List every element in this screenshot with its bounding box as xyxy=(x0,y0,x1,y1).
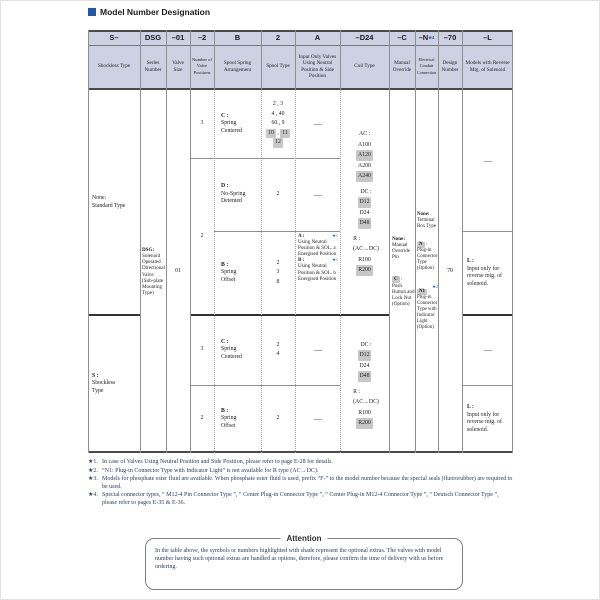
spring-c-l2: Centered xyxy=(221,353,242,360)
footnote-3 xyxy=(88,476,514,491)
conduit-n1-optional: N1 xyxy=(419,289,425,295)
coil-a100: A100 xyxy=(358,141,371,148)
conduit-none-group xyxy=(417,212,438,230)
table-grid-line xyxy=(214,90,215,453)
coil-r-group xyxy=(350,234,379,276)
manual-c-optional: C xyxy=(394,276,398,283)
coil-d48-optional: D48 xyxy=(358,371,372,382)
table-grid-line xyxy=(462,385,513,386)
section-divider xyxy=(88,314,140,316)
input-a-text: Using Neutral Position & SOL. a Energised Position xyxy=(298,239,337,258)
footnote-text: In case of Valves Using Neutral Position and Side Position, please refer to page E-28 for details. xyxy=(102,459,333,465)
code-positions: –2 xyxy=(197,32,207,42)
cell-reverse-dash-1: — xyxy=(484,155,491,165)
cell-spool-r3 xyxy=(261,231,295,315)
conduit-none: None: xyxy=(417,212,430,218)
shockless-l1: Shockless xyxy=(92,380,116,387)
coil-a120-optional: A120 xyxy=(356,150,373,161)
coil-r-label: R : xyxy=(353,235,361,242)
page-title xyxy=(88,7,210,17)
code-coil: –D24 xyxy=(355,32,374,42)
footnote-star: ★1. xyxy=(88,459,98,465)
coil-r-sub: (AC→DC) xyxy=(353,246,379,253)
coil-r-label: R : xyxy=(353,388,361,395)
spring-b-code: B : xyxy=(221,261,229,268)
spring-b-l2: Offset xyxy=(221,276,236,283)
table-grid-line xyxy=(214,30,215,90)
spool-10-optional: 10 xyxy=(266,129,276,139)
spring-d-code: D : xyxy=(221,183,229,190)
coil-ac-label: AC : xyxy=(359,131,371,138)
section-divider xyxy=(462,314,513,316)
conduit-n1-group xyxy=(417,284,438,331)
cell-spring-offset-2 xyxy=(214,385,261,453)
manual-none: None: xyxy=(392,236,406,243)
footnote-1 xyxy=(88,459,514,467)
cell-positions-3b: 3 xyxy=(200,346,204,353)
spool-r1-l2: 4 , 40 xyxy=(271,110,285,117)
label-input-only: Input Only Valves Using Neutral Position & Side Position xyxy=(298,54,337,79)
manual-none-text: Manual Override Pin xyxy=(392,242,411,261)
spring-b-l1: Spring xyxy=(221,415,237,422)
manual-c-group xyxy=(392,276,415,306)
page-title-text: Model Number Designation xyxy=(100,7,211,17)
spring-d-l1: No-Spring xyxy=(221,190,246,197)
table-grid-line xyxy=(88,30,89,453)
input-a-code: A : xyxy=(298,233,305,239)
table-grid-line xyxy=(140,30,141,453)
manual-c-text: Push Button and Lock Nut (Option) xyxy=(392,282,415,307)
footnote-star: ★3. xyxy=(88,476,98,483)
spring-c-code: C : xyxy=(221,112,229,119)
cell-input-dash-2: — xyxy=(314,189,321,199)
coil-d12-optional: D12 xyxy=(358,350,372,361)
coil-ac-group xyxy=(356,129,373,182)
cell-positions-2a: 2 xyxy=(200,232,204,239)
series-desc: Solenoid Operated Directional Valve (Sub-plate Mounting Type) xyxy=(142,253,165,296)
coil-d24: D24 xyxy=(359,362,370,369)
input-b-footnote-mark: ★1 xyxy=(331,257,338,263)
spool-r1-l4 xyxy=(266,129,290,139)
cell-spool-r2: 2 xyxy=(276,190,280,197)
spring-c-l1: Spring xyxy=(221,346,237,353)
code-design: –70 xyxy=(443,32,457,42)
footnote-text: Special connector types, “ M12-4 Pin Connector Type ”, “ Center Plug-in Connector Type ”, “ Center Plug-in M12-4 Connector Type ”, “ Deutsch Connector Type ”, please refer to pages E-35 & E-36. xyxy=(102,492,499,506)
spool-r4-l2: 4 xyxy=(276,351,280,357)
shockless-code: S : xyxy=(92,372,99,379)
footnote-text: Models for phosphate ester fluid are available. When phosphate ester fluid is used, prefix “F-” to the model number because the special seals (fluororubber) are required to be used. xyxy=(102,476,513,490)
cell-standard-type xyxy=(88,90,140,315)
cell-shockless-type xyxy=(88,315,140,453)
cell-spring-centered-2 xyxy=(214,315,261,385)
code-conduit-n: –N xyxy=(418,32,429,42)
coil-a200: A200 xyxy=(358,162,371,169)
spool-r3-l2: 3 xyxy=(276,269,280,276)
code-shockless: S– xyxy=(109,32,119,42)
table-grid-line xyxy=(389,30,390,453)
code-conduit xyxy=(415,30,438,45)
table-grid-line xyxy=(340,30,341,90)
spring-b-code: B : xyxy=(221,407,229,414)
coil-dc-label: DC : xyxy=(360,188,372,195)
code-manual: –C xyxy=(397,32,407,42)
table-grid-line xyxy=(214,231,340,232)
cell-spring-offset-1 xyxy=(214,231,261,315)
section-divider xyxy=(190,314,389,316)
coil-r100: R100 xyxy=(358,256,371,263)
spool-r4-l1: 2 xyxy=(276,341,280,348)
cell-reverse-l-1 xyxy=(462,231,513,315)
cell-reverse-dash-2: — xyxy=(484,345,491,355)
attention-text: In the table above, the symbols or numbers highlighted with shade represent the optional extras. The valves with model number having such optional extras are handled as options, therefore, please confirm the time of delivery with us before ordering. xyxy=(155,548,444,571)
table-grid-line xyxy=(88,451,513,453)
footnotes xyxy=(88,459,514,509)
coil-d48-optional: D48 xyxy=(358,218,372,229)
cell-input-ab xyxy=(295,231,340,315)
spool-11-optional: 11 xyxy=(280,129,290,139)
cell-design-number: 70 xyxy=(447,267,453,274)
table-grid-line xyxy=(295,30,296,90)
spool-r1-l3: 60 , 9 xyxy=(271,120,285,127)
reverse-l-code: L : xyxy=(467,404,474,410)
cell-input-dash-1: — xyxy=(314,119,321,129)
coil-r200-optional: R200 xyxy=(356,418,373,429)
cell-spring-centered-1 xyxy=(214,90,261,158)
label-reverse: Models with Reverse Mtg. of Solenoid xyxy=(465,60,510,73)
cell-no-spring-detented xyxy=(214,158,261,231)
code-conduit-footnote-mark: ★4 xyxy=(428,34,435,40)
table-grid-line xyxy=(340,90,341,453)
spring-b-l2: Offset xyxy=(221,422,236,429)
table-grid-line xyxy=(261,30,262,90)
attention-title: Attention xyxy=(280,534,327,543)
table-grid-line xyxy=(190,30,191,453)
label-coil: Coil Type xyxy=(354,63,375,70)
manual-none-group xyxy=(392,236,415,260)
coil-d24: D24 xyxy=(359,209,370,216)
spool-r3-l3: 8 xyxy=(276,278,280,285)
colon: : xyxy=(426,289,430,295)
code-input-only: A xyxy=(314,32,321,42)
cell-spool-r5: 2 xyxy=(276,415,280,422)
colon: : xyxy=(399,276,403,283)
table-grid-line xyxy=(88,45,513,46)
coil-r-sub: (AC→DC) xyxy=(353,399,379,405)
table-grid-line xyxy=(261,90,262,453)
table-grid-line xyxy=(166,30,167,453)
cell-spool-r4 xyxy=(261,315,295,385)
code-series: DSG xyxy=(144,32,162,42)
reverse-l-text: Input only for reverse mtg. of solenoid. xyxy=(467,411,502,433)
table-grid-line xyxy=(295,90,296,453)
label-design: Design Number xyxy=(441,60,459,73)
table-grid-line xyxy=(462,30,463,453)
coil-r100: R100 xyxy=(358,409,371,416)
coil-r-group-lower xyxy=(350,387,379,429)
label-shockless: Shockless Type xyxy=(97,63,131,70)
standard-none: None: xyxy=(92,195,107,201)
cell-spool-r1 xyxy=(261,90,295,158)
label-positions: Number of Valve Positions xyxy=(191,57,213,75)
blue-square-icon xyxy=(88,8,96,16)
label-spring: Spool Spring Arrangement xyxy=(223,60,252,73)
reverse-l-code: L : xyxy=(467,258,474,264)
shockless-l2: Type xyxy=(92,387,104,394)
spool-12-optional: 12 xyxy=(273,138,283,148)
spring-d-l2: Detented xyxy=(221,198,242,205)
spring-c-code: C : xyxy=(221,338,229,345)
coil-r200-optional: R200 xyxy=(356,265,373,276)
reverse-l-text: Input only for reverse mtg. of solenoid. xyxy=(467,265,502,287)
cell-positions-3a: 3 xyxy=(200,120,204,127)
spool-r3-l1: 2 xyxy=(276,259,280,266)
spring-b-l1: Spring xyxy=(221,269,237,276)
cell-conduit xyxy=(415,90,438,453)
conduit-n-optional: N xyxy=(419,241,423,247)
series-code: DSG: xyxy=(142,247,155,254)
footnote-2 xyxy=(88,468,514,476)
cell-positions-2b: 2 xyxy=(200,415,204,422)
table-grid-line xyxy=(88,30,513,32)
spool-r1-l1: 2 , 3 xyxy=(272,101,284,108)
coil-d12-optional: D12 xyxy=(358,197,372,208)
code-spool: 2 xyxy=(275,32,281,42)
footnote-4 xyxy=(88,492,514,507)
coil-dc-group-lower xyxy=(357,340,371,382)
label-valve-size: Valve Size xyxy=(172,60,184,73)
label-manual: Manual Override xyxy=(392,60,412,73)
cell-series xyxy=(140,90,166,453)
footnote-star: ★4. xyxy=(88,492,98,499)
standard-text: Standard Type xyxy=(92,202,126,209)
comma: , xyxy=(277,129,279,136)
colon: : xyxy=(424,241,428,247)
coil-dc-group xyxy=(357,187,371,229)
code-valve-size: –01 xyxy=(171,32,185,42)
cell-input-dash-4: — xyxy=(314,414,321,424)
table-grid-line xyxy=(415,30,416,453)
table-grid-line xyxy=(190,158,340,159)
table-grid-line xyxy=(512,30,513,453)
conduit-n1-text: Plug-in Connector Type with Indicator Light (Option) xyxy=(417,295,438,330)
input-a-footnote-mark: ★1 xyxy=(331,233,338,238)
code-reverse: –L xyxy=(483,32,492,42)
label-spool: Spool Type xyxy=(266,63,290,70)
label-series: Series Number xyxy=(144,60,162,73)
label-conduit: Electrical Conduit Connection xyxy=(416,57,437,75)
input-b-text: Using Neutral Position & SOL. b Energised Position xyxy=(298,263,337,282)
conduit-none-text: Terminal Box Type xyxy=(417,218,436,230)
conduit-n-group xyxy=(417,242,438,272)
cell-coil-lower xyxy=(340,315,389,453)
conduit-n-text: Plug-in Connector Type (Option) xyxy=(417,247,438,271)
cell-reverse-l-2 xyxy=(462,385,513,453)
input-b-code: B : xyxy=(298,257,305,264)
cell-input-dash-3: — xyxy=(314,345,321,355)
table-grid-line xyxy=(190,385,340,386)
cell-manual-override xyxy=(389,90,415,453)
attention-box xyxy=(145,534,463,590)
table-grid-line xyxy=(438,30,439,453)
conduit-n1-footnote-mark: ★2 xyxy=(431,283,438,289)
code-spring: B xyxy=(234,32,241,42)
table-grid-line xyxy=(462,231,513,232)
spring-c-l2: Centered xyxy=(221,127,242,134)
coil-a240-optional: A240 xyxy=(356,171,373,182)
spring-c-l1: Spring xyxy=(221,120,237,127)
cell-valve-size: 01 xyxy=(175,267,181,274)
model-number-table xyxy=(88,30,513,453)
footnote-text: “N1: Plug-in Connector Type with Indicator Light” is not available for R type (AC→DC). xyxy=(102,467,319,474)
footnote-star: ★2. xyxy=(88,467,98,474)
table-grid-line xyxy=(88,88,513,90)
cell-coil-upper xyxy=(340,90,389,315)
coil-dc-label: DC : xyxy=(360,341,372,348)
